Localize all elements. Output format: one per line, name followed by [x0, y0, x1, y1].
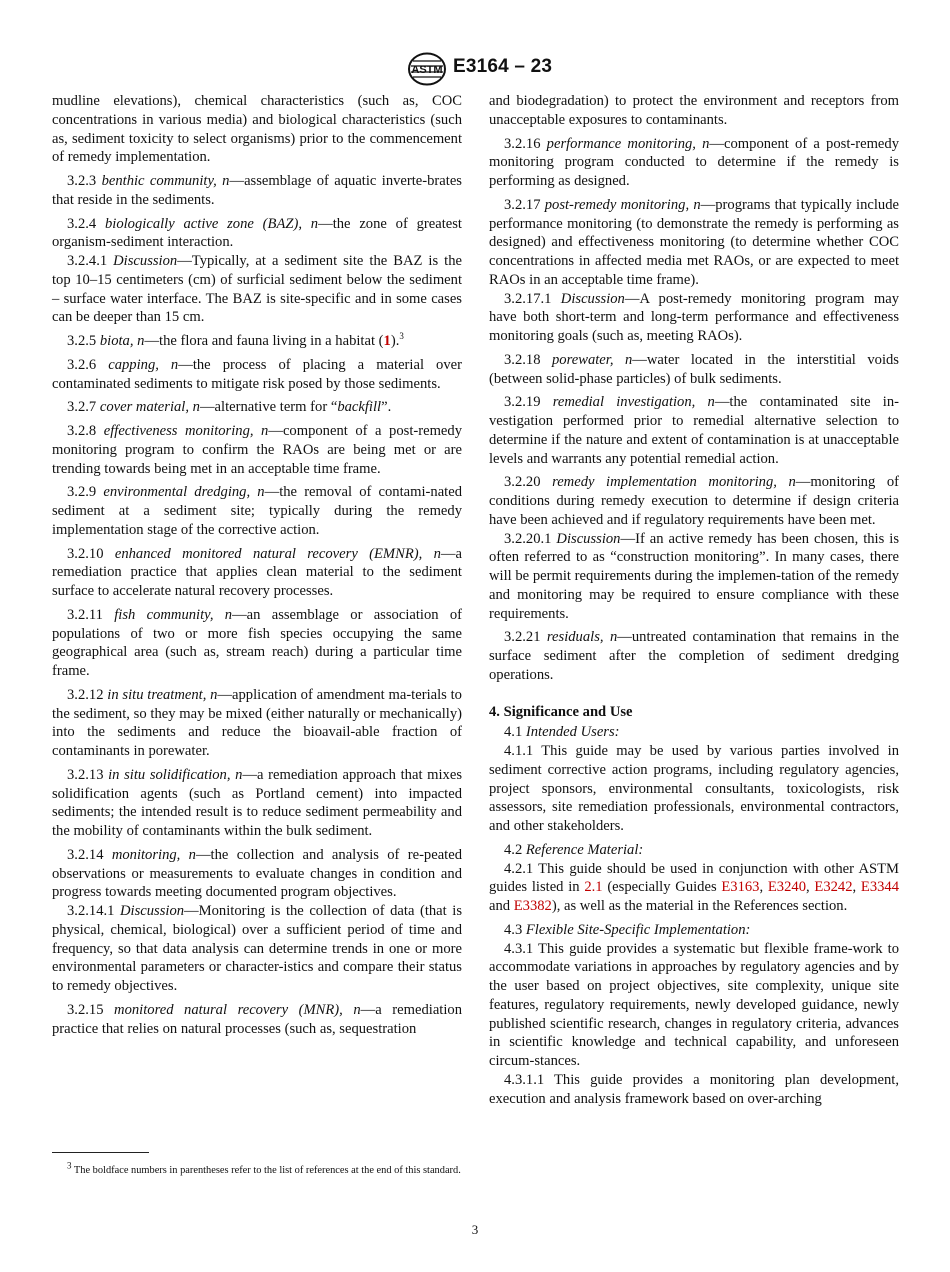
- definition-3-2-6: 3.2.6 capping, n—the process of placing a material over contaminated sediments to mitigate risk posed by those sediments.: [52, 356, 462, 392]
- definition-3-2-9: 3.2.9 environmental dredging, n—the removal of contami-nated sediment at a sediment site; typically during the remedy implementation stage of the corrective action.: [52, 484, 462, 538]
- definition-3-2-3: 3.2.3 benthic community, n—assemblage of aquatic inverte-brates that reside in the sediments.: [52, 173, 462, 208]
- definition-3-2-16: 3.2.16 performance monitoring, n—component of a post-remedy monitoring program conducted to determine if the remedy is performing as designed.: [489, 135, 899, 189]
- definition-3-2-13: 3.2.13 in situ solidification, n—a remediation approach that mixes solidification agents (such as Portland cement) into impacted sediments; the intended result is to reduce sediment permeability and the mobility of contaminants within the bulk sediment.: [52, 766, 462, 839]
- definition-3-2-17: 3.2.17 post-remedy monitoring, n—programs that typically include performance monitoring (to demonstrate the remedy is performing as designed) and effectiveness monitoring (to determine whether COC concentrations in affected media met RAOs, or are expected to meet RAOs in an acceptable time frame).: [489, 196, 899, 288]
- paragraph-4-3-1-1: 4.3.1.1 This guide provides a monitoring plan development, execution and analysis framework based on over-arching: [489, 1071, 899, 1107]
- reference-link[interactable]: 1: [383, 333, 391, 349]
- guide-link-e3382[interactable]: E3382: [513, 898, 552, 914]
- definition-3-2-8: 3.2.8 effectiveness monitoring, n—component of a post-remedy monitoring program to confirm the RAOs are being met or are trending towards being met in an acceptable time frame.: [52, 423, 462, 477]
- section-link[interactable]: 2.1: [584, 879, 603, 896]
- definition-3-2-21: 3.2.21 residuals, n—untreated contamination that remains in the surface sediment after the completion of sediment dredging operations.: [489, 629, 899, 683]
- definition-3-2-19: 3.2.19 remedial investigation, n—the contaminated site in-vestigation performed prior to remedial alternative selection to determine if the nature and extent of contamination is at unacceptable levels and warrants any potential remedial action.: [489, 394, 899, 467]
- paragraph-4-2-1: 4.2.1 This guide should be used in conjunction with other ASTM guides listed in 2.1 (especially Guides E3163, E3240, E3242, E3344 and E3382), as well as the material in the References section.: [489, 860, 900, 914]
- section-heading: 4. Significance and Use: [489, 703, 633, 720]
- document-id: E3164 – 23: [453, 56, 553, 77]
- guide-link-e3242[interactable]: E3242: [814, 879, 853, 896]
- paragraph: mudline elevations), chemical characteristics (such as, COC concentrations in various media) and biological characteristics (such as, sediment toxicity to select organisms) prior to the commencement of remedy implementation.: [52, 93, 462, 166]
- definition-3-2-12: 3.2.12 in situ treatment, n—application of amendment ma-terials to the sediment, so they may be mixed (either naturally or mechanically) into the sediments and reduce the bioavail-able fraction of contaminants in porewater.: [52, 686, 462, 759]
- footnote-divider: [52, 1152, 149, 1153]
- definition-3-2-14: 3.2.14 monitoring, n—the collection and analysis of re-peated observations or measurements to evaluate changes in condition and progress towards meeting documented program objectives.: [52, 846, 463, 901]
- guide-link-e3163[interactable]: E3163: [721, 879, 760, 896]
- paragraph: and biodegradation) to protect the environment and receptors from unacceptable exposures to contaminants.: [489, 93, 899, 128]
- right-column: [489, 92, 899, 1113]
- definition-3-2-10: 3.2.10 enhanced monitored natural recovery (EMNR), n—a remediation practice that applies clean material to the sediment surface to accelerate natural recovery processes.: [52, 545, 462, 599]
- definition-3-2-20: 3.2.20 remedy implementation monitoring, n—monitoring of conditions during remedy execution to determine if design criteria have been achieved and if regulatory requirements have been met.: [489, 474, 899, 528]
- definition-3-2-11: 3.2.11 fish community, n—an assemblage or association of populations of two or more fish species occupying the same geographical area (such as, stream reach) during a particular time frame.: [52, 606, 462, 679]
- footnote: $^3$ The boldface numbers in parentheses refer to the list of references at the end of this standard.: [67, 1160, 461, 1176]
- definition-3-2-4: 3.2.4 biologically active zone (BAZ), n—the zone of greatest organism-sediment interaction.: [52, 215, 462, 251]
- left-column: [52, 92, 462, 1043]
- definition-3-2-5: 3.2.5 biota, n—the flora and fauna living in a habitat (1).$^3$: [67, 331, 404, 349]
- subsection-4-3: 4.3 Flexible Site-Specific Implementation:: [504, 921, 751, 938]
- discussion-3-2-20-1: 3.2.20.1 Discussion—If an active remedy has been chosen, this is often referred to as “construction monitoring”. In many cases, there will be permit requirements during the implemen-tation of the remedy and monitoring may be required to ensure compliance with these requirements.: [489, 530, 900, 622]
- discussion-3-2-14-1: 3.2.14.1 Discussion—Monitoring is the collection of data (that is physical, chemical, biological) over a sufficient period of time and frequency, so that data analysis can determine trends in one or more environmental parameters or character-istics and compare their status to remedy objectives.: [52, 903, 462, 994]
- discussion-3-2-4-1: 3.2.4.1 Discussion—Typically, at a sediment site the BAZ is the top 10–15 centimeters (cm) of surficial sediment below the sediment – surface water interface. The BAZ is site-specific and in some cases can be deeper than 15 cm.: [52, 253, 462, 326]
- footnote-marker: 3: [399, 331, 404, 342]
- definition-3-2-15: 3.2.15 monitored natural recovery (MNR), n—a remediation practice that relies on natural processes (such as, sequestration: [52, 1001, 462, 1037]
- subsection-4-2: 4.2 Reference Material:: [504, 841, 644, 858]
- subsection-4-1: 4.1 Intended Users:: [504, 724, 620, 741]
- definition-3-2-7: 3.2.7 cover material, n—alternative term for “backfill”.: [67, 399, 392, 416]
- definition-3-2-18: 3.2.18 porewater, n—water located in the interstitial voids (between solid-phase particles) of bulk sediments.: [489, 351, 899, 387]
- guide-link-e3240[interactable]: E3240: [767, 879, 806, 896]
- guide-link-e3344[interactable]: E3344: [860, 879, 900, 896]
- paragraph-4-1-1: 4.1.1 This guide may be used by various parties involved in sediment corrective action programs, including regulatory agencies, project sponsors, environmental consultants, toxicologists, risk assessors, site remediation professionals, environmental contractors, and other stakeholders.: [489, 743, 899, 834]
- astm-logo-icon: [407, 52, 447, 86]
- paragraph-4-3-1: 4.3.1 This guide provides a systematic but flexible frame-work to accommodate variations in approaches by regulatory agencies and by the user based on project objectives, site complexity, unique site features, regulatory requirements, newly developed guidance, newly published scientific research, changes in regulatory criteria, advances in scientific knowledge and technical capability, and unforeseen circum-stances.: [489, 940, 899, 1069]
- svg-text:ASTM: ASTM: [411, 64, 443, 76]
- discussion-3-2-17-1: 3.2.17.1 Discussion—A post-remedy monitoring program may have both short-term and long-term performance and effectiveness monitoring goals (such as, meeting RAOs).: [489, 290, 900, 344]
- page-number: 3: [471, 1222, 479, 1237]
